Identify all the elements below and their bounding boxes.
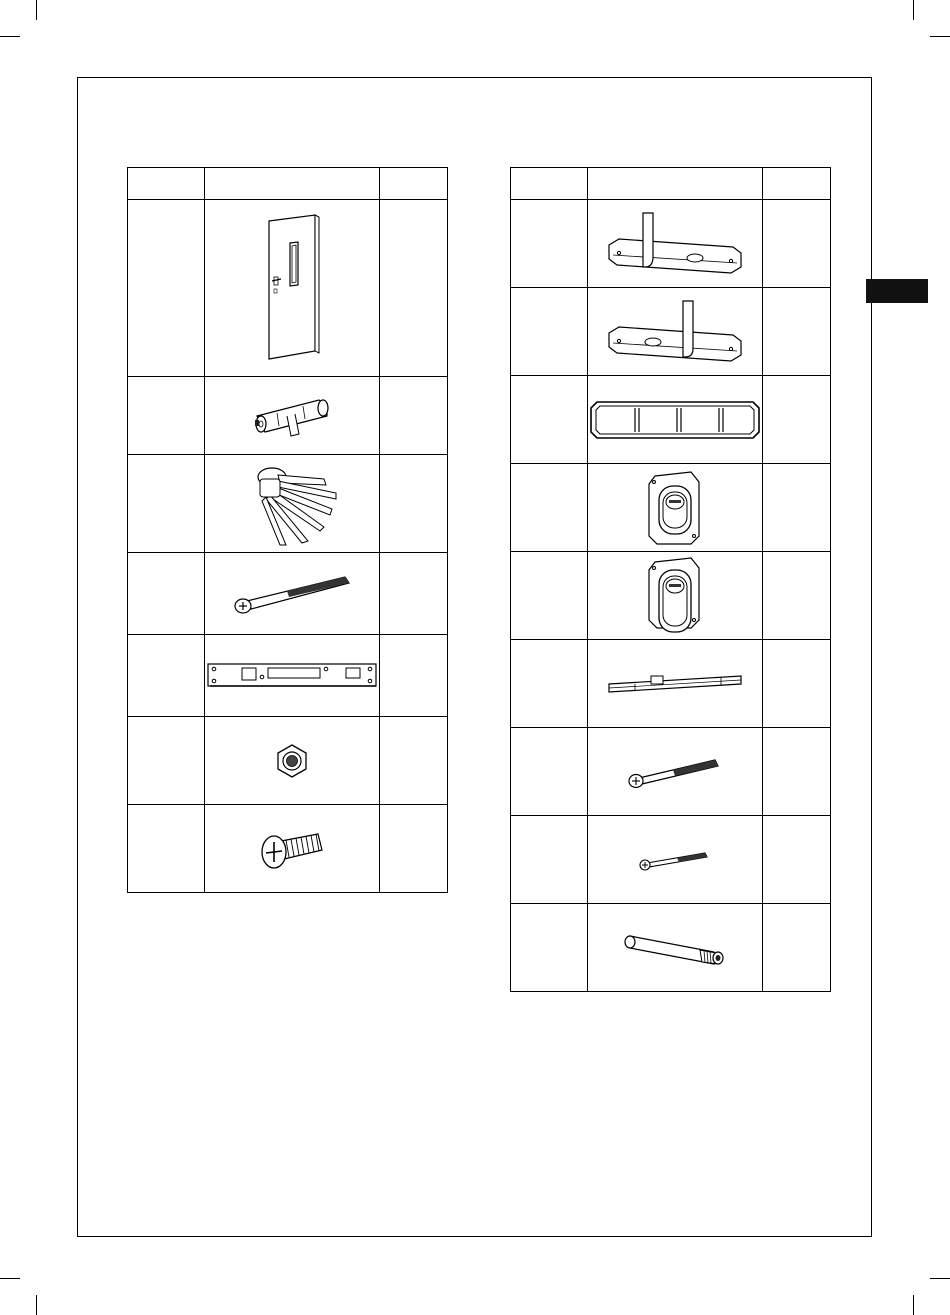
qty-cell: [380, 635, 448, 717]
qty-cell: [380, 553, 448, 635]
qty-cell: [763, 200, 831, 288]
item-label: [511, 640, 588, 728]
qty-cell: [380, 200, 448, 377]
illustration-cell: [205, 635, 380, 717]
illustration-cell: [205, 200, 380, 377]
item-label: [511, 200, 588, 288]
item-label: [511, 288, 588, 376]
door-icon: [257, 213, 327, 363]
qty-cell: [763, 816, 831, 904]
qty-cell: [380, 455, 448, 553]
escutcheon-back-icon: [645, 556, 705, 636]
crop-mark: [913, 1295, 914, 1315]
key-bunch-icon: [232, 459, 352, 549]
small-bolt-icon: [635, 845, 715, 875]
table-row: [511, 464, 831, 552]
qty-cell: [763, 904, 831, 992]
item-label: [128, 200, 205, 377]
hex-nut-icon: [272, 741, 312, 781]
parts-table-left: [127, 167, 448, 893]
illustration-cell: [205, 805, 380, 893]
header-qty: [380, 168, 448, 200]
table-row: [511, 816, 831, 904]
header-item: [511, 168, 588, 200]
hinge-plate-right-icon: [605, 297, 745, 367]
lock-cylinder-icon: [247, 386, 337, 446]
table-row: [511, 376, 831, 464]
item-label: [128, 805, 205, 893]
qty-cell: [763, 376, 831, 464]
table-row: [128, 717, 448, 805]
qty-cell: [763, 464, 831, 552]
qty-cell: [763, 640, 831, 728]
illustration-cell: [588, 464, 763, 552]
header-illustration: [205, 168, 380, 200]
illustration-cell: [588, 288, 763, 376]
illustration-cell: [205, 455, 380, 553]
header-qty: [763, 168, 831, 200]
medium-bolt-icon: [625, 752, 725, 792]
illustration-cell: [205, 377, 380, 455]
item-label: [128, 553, 205, 635]
table-row: [511, 640, 831, 728]
table-row: [128, 377, 448, 455]
table-header-row: [128, 168, 448, 200]
table-row: [511, 200, 831, 288]
handle-spindle-icon: [605, 664, 745, 704]
illustration-cell: [588, 904, 763, 992]
threaded-sleeve-icon: [620, 926, 730, 970]
item-label: [511, 552, 588, 640]
table-header-row: [511, 168, 831, 200]
escutcheon-front-icon: [645, 470, 705, 546]
crop-mark: [930, 36, 950, 37]
countersunk-screw-icon: [252, 824, 332, 874]
item-label: [128, 635, 205, 717]
item-label: [128, 377, 205, 455]
table-row: [128, 553, 448, 635]
parts-table-right: [510, 167, 831, 992]
illustration-cell: [588, 728, 763, 816]
crop-mark: [0, 1278, 20, 1279]
illustration-cell: [205, 717, 380, 805]
table-row: [128, 805, 448, 893]
table-row: [511, 728, 831, 816]
illustration-cell: [588, 816, 763, 904]
qty-cell: [380, 805, 448, 893]
illustration-cell: [588, 376, 763, 464]
illustration-cell: [588, 640, 763, 728]
table-row: [128, 635, 448, 717]
table-row: [511, 904, 831, 992]
seal-strip-icon: [589, 398, 761, 442]
qty-cell: [763, 552, 831, 640]
section-tab: [866, 279, 928, 303]
qty-cell: [763, 728, 831, 816]
header-illustration: [588, 168, 763, 200]
qty-cell: [380, 717, 448, 805]
illustration-cell: [588, 552, 763, 640]
table-row: [511, 552, 831, 640]
item-label: [128, 455, 205, 553]
item-label: [511, 728, 588, 816]
crop-mark: [930, 1278, 950, 1279]
table-row: [128, 455, 448, 553]
hinge-plate-left-icon: [605, 209, 745, 279]
table-row: [128, 200, 448, 377]
crop-mark: [36, 1295, 37, 1315]
table-row: [511, 288, 831, 376]
item-label: [511, 464, 588, 552]
crop-mark: [36, 0, 37, 20]
qty-cell: [380, 377, 448, 455]
strike-plate-icon: [206, 660, 378, 692]
item-label: [511, 904, 588, 992]
item-label: [511, 816, 588, 904]
qty-cell: [763, 288, 831, 376]
illustration-cell: [588, 200, 763, 288]
crop-mark: [913, 0, 914, 20]
illustration-cell: [205, 553, 380, 635]
crop-mark: [0, 36, 20, 37]
item-label: [128, 717, 205, 805]
long-bolt-icon: [227, 569, 357, 619]
header-item: [128, 168, 205, 200]
item-label: [511, 376, 588, 464]
